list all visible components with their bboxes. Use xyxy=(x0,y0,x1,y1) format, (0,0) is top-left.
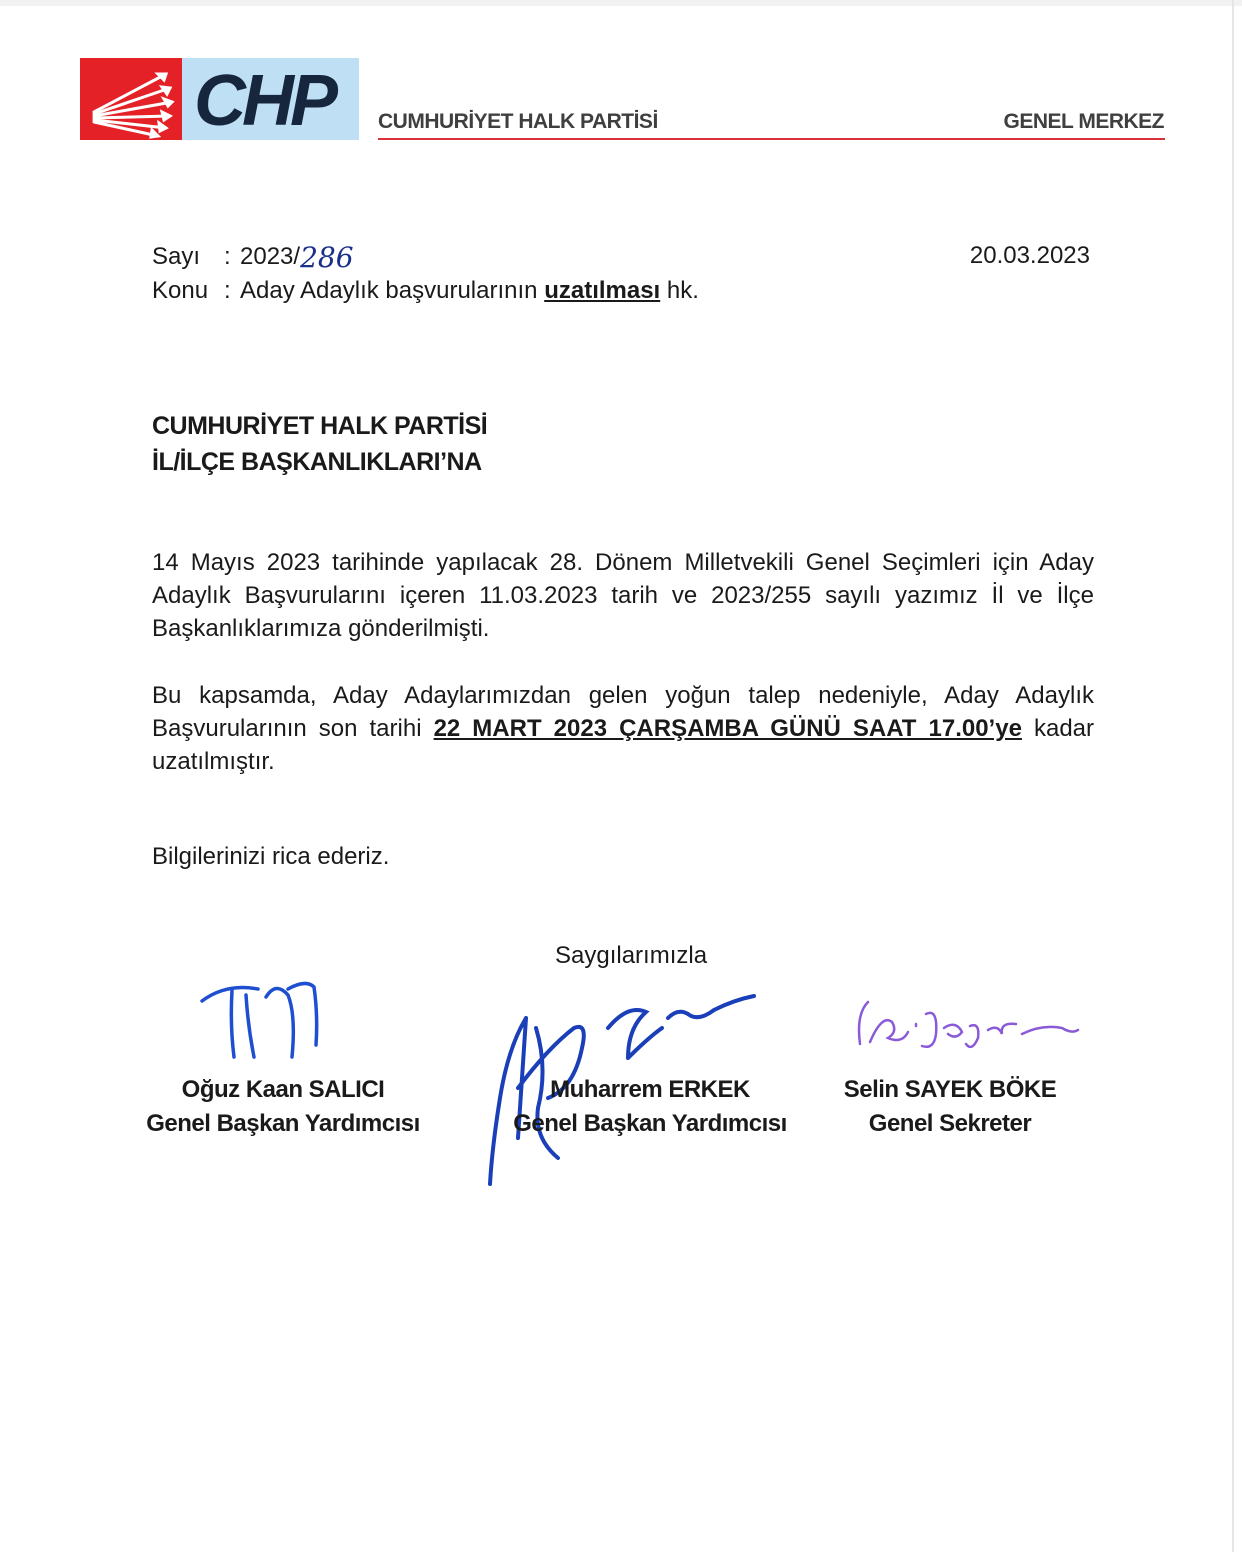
signer-2-title: Genel Başkan Yardımcısı xyxy=(513,1110,787,1137)
document-date: 20.03.2023 xyxy=(969,242,1090,269)
subject-suffix: hk. xyxy=(666,277,699,304)
subject-label: Konu xyxy=(152,277,209,304)
number-value: 2023/ xyxy=(240,243,301,270)
chp-logo xyxy=(80,58,359,140)
signer-3-name: Selin SAYEK BÖKE xyxy=(843,1076,1057,1103)
header-rule xyxy=(378,138,1165,140)
signature-1 xyxy=(196,975,326,1065)
body-paragraph-1: 14 Mayıs 2023 tarihinde yapılacak 28. Dönem Milletvekili Genel Seçimleri için Aday Adaylık Başvurularını içeren 11.03.2023 tarih ve 2023/255 sayılı yazımız İl ve İlçe Başkanlıklarımıza gönderilmişti. xyxy=(152,549,1094,642)
paragraph-2-text: Bu kapsamda, Aday Adaylarımızdan gelen yoğun talep nedeniyle, Aday Adaylık Başvurularının son tarihi xyxy=(152,682,1094,742)
subject-emphasis: uzatılması xyxy=(544,277,661,304)
signer-1 xyxy=(140,1073,426,1141)
page-top-edge xyxy=(0,0,1242,6)
six-arrows-emblem xyxy=(80,58,182,140)
number-label: Sayı xyxy=(152,243,201,270)
signature-3 xyxy=(852,994,1082,1064)
logo-wordmark: CHP xyxy=(194,61,335,141)
document-meta xyxy=(152,240,699,308)
number-row xyxy=(152,240,699,274)
paragraph-2-ending: kadar uzatılmıştır. xyxy=(152,715,1095,775)
subject-row xyxy=(152,274,699,308)
signer-3 xyxy=(830,1073,1070,1141)
signer-3-title: Genel Sekreter xyxy=(868,1110,1032,1137)
recipient-line-2: İL/İLÇE BAŞKANLIKLARI’NA xyxy=(152,448,482,476)
recipient-line-1: CUMHURİYET HALK PARTİSİ xyxy=(152,412,488,440)
deadline-emphasis: 22 MART 2023 ÇARŞAMBA GÜNÜ SAAT 17.00’ye xyxy=(433,715,1022,742)
signer-1-title: Genel Başkan Yardımcısı xyxy=(146,1110,420,1137)
colon: : xyxy=(224,243,231,270)
subject-prefix: Aday Adaylık başvurularının xyxy=(240,277,538,304)
party-name-heading: CUMHURİYET HALK PARTİSİ xyxy=(378,110,658,133)
closing-line: Bilgilerinizi rica ederiz. xyxy=(152,843,390,870)
salutation: Saygılarımızla xyxy=(555,942,708,969)
recipient-block xyxy=(152,408,487,480)
office-heading: GENEL MERKEZ xyxy=(1003,110,1164,133)
body-paragraph-2 xyxy=(152,679,1094,778)
signer-1-name: Oğuz Kaan SALICI xyxy=(181,1076,385,1103)
handwritten-number: 286 xyxy=(300,240,354,274)
signer-2 xyxy=(506,1073,794,1141)
colon: : xyxy=(224,277,231,304)
logo-wordmark-panel xyxy=(182,58,359,140)
page-right-edge xyxy=(1232,0,1234,1552)
signer-2-name: Muharrem ERKEK xyxy=(550,1076,750,1103)
